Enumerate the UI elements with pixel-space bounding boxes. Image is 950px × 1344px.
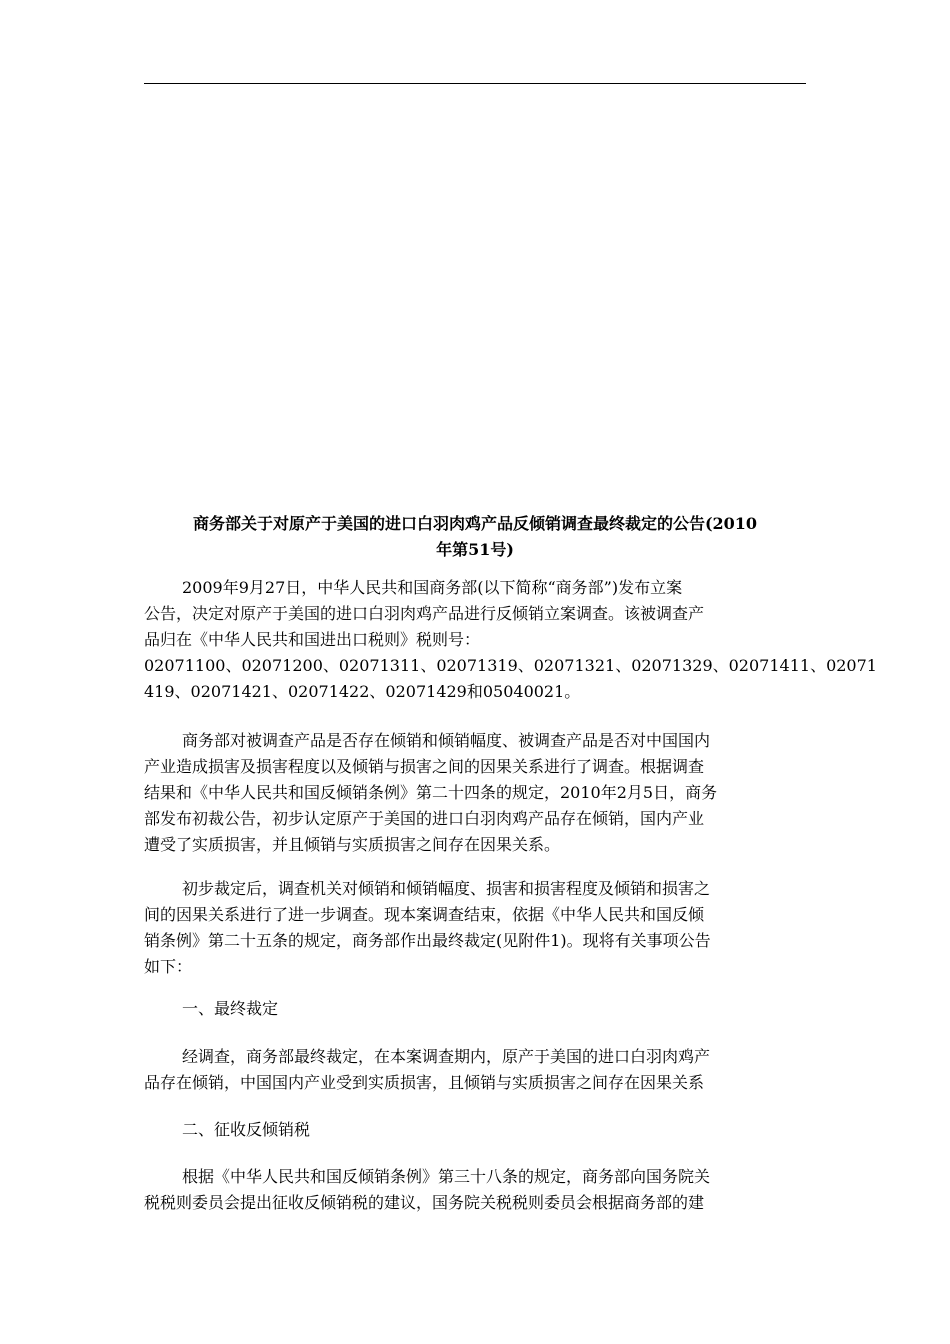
- paragraph-initiation: [144, 575, 877, 705]
- text-line: 间的因果关系进行了进一步调查。现本案调查结束，依据《中华人民共和国反倾: [144, 905, 705, 924]
- document-title: [144, 511, 806, 563]
- paragraph-preliminary: [144, 728, 806, 858]
- paragraph-final-investigation: [144, 876, 806, 980]
- title-line: 商务部关于对原产于美国的进口白羽肉鸡产品反倾销调查最终裁定的公告(2010: [192, 514, 758, 533]
- text-line: 公告，决定对原产于美国的进口白羽肉鸡产品进行反倾销立案调查。该被调查产: [144, 604, 705, 623]
- text-line: 2009年9月27日，中华人民共和国商务部(以下简称“商务部”)发布立案: [182, 578, 683, 597]
- text-line: 部发布初裁公告，初步认定原产于美国的进口白羽肉鸡产品存在倾销，国内产业: [144, 809, 705, 828]
- text-line: 02071100、02071200、02071311、02071319、02071321、02071329、02071411、02071: [144, 656, 877, 675]
- text-line: 经调查，商务部最终裁定，在本案调查期内，原产于美国的进口白羽肉鸡产: [182, 1047, 711, 1066]
- section-heading: 二、征收反倾销税: [182, 1120, 311, 1139]
- text-line: 根据《中华人民共和国反倾销条例》第三十八条的规定，商务部向国务院关: [182, 1167, 711, 1186]
- text-line: 销条例》第二十五条的规定，商务部作出最终裁定(见附件1)。现将有关事项公告: [144, 931, 711, 950]
- title-line: 年第51号): [436, 540, 514, 559]
- header-rule: [144, 83, 806, 84]
- text-line: 如下：: [144, 957, 193, 976]
- text-line: 品存在倾销，中国国内产业受到实质损害，且倾销与实质损害之间存在因果关系: [144, 1073, 705, 1092]
- text-line: 遭受了实质损害，并且倾销与实质损害之间存在因果关系。: [144, 835, 561, 854]
- text-line: 品归在《中华人民共和国进出口税则》税则号：: [144, 630, 481, 649]
- paragraph-final-ruling: [144, 1044, 806, 1096]
- paragraph-duty: [144, 1164, 806, 1216]
- text-line: 商务部对被调查产品是否存在倾销和倾销幅度、被调查产品是否对中国国内: [182, 731, 711, 750]
- text-line: 结果和《中华人民共和国反倾销条例》第二十四条的规定，2010年2月5日，商务: [144, 783, 718, 802]
- text-line: 税税则委员会提出征收反倾销税的建议，国务院关税税则委员会根据商务部的建: [144, 1193, 705, 1212]
- section-heading: 一、最终裁定: [182, 999, 279, 1018]
- text-line: 419、02071421、02071422、02071429和05040021。: [144, 682, 581, 701]
- text-line: 初步裁定后，调查机关对倾销和倾销幅度、损害和损害程度及倾销和损害之: [182, 879, 711, 898]
- text-line: 产业造成损害及损害程度以及倾销与损害之间的因果关系进行了调查。根据调查: [144, 757, 705, 776]
